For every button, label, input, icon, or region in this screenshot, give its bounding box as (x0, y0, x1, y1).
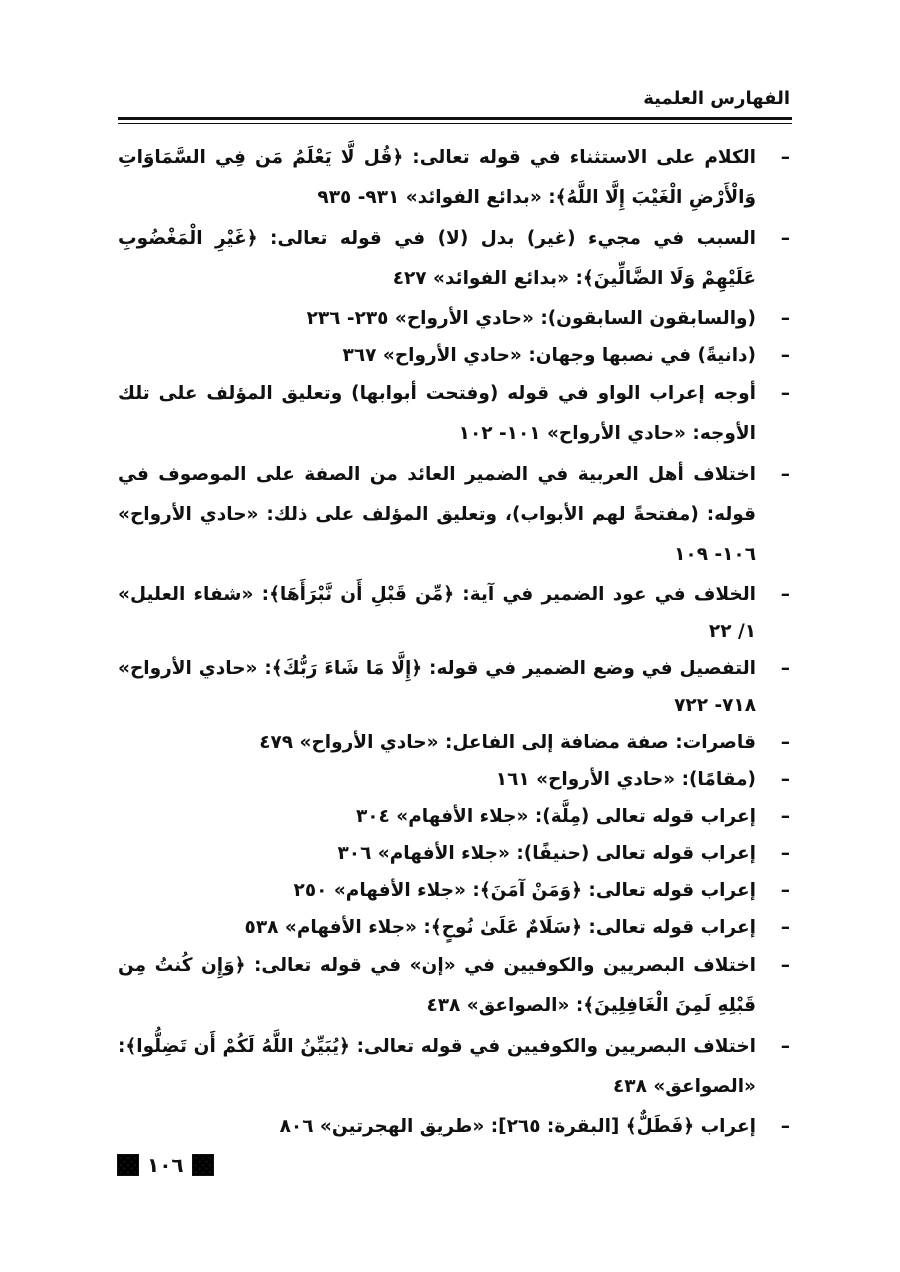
index-entry (118, 761, 790, 798)
index-entry (118, 374, 790, 454)
bullet-dash: – (780, 917, 790, 938)
entry-text: أوجه إعراب الواو في قوله (وفتحت أبوابها) وتعليق المؤلف على تلك الأوجه: «حادي الأرواح» ١٠١- ١٠٢ (118, 383, 756, 444)
entry-text: الخلاف في عود الضمير في آية: ﴿مِّن قَبْلِ أَن نَّبْرَأَهَا﴾: «شفاء العليل» ١/ ٢٢ (118, 584, 756, 642)
bullet-dash: – (780, 584, 790, 605)
index-entry (118, 1027, 790, 1107)
entry-text: اختلاف أهل العربية في الضمير العائد من الصفة على الموصوف في قوله: (مفتحةً لهم الأبواب)، وتعليق المؤلف على ذلك: «حادي الأرواح» ١٠٦- ١٠٩ (118, 464, 756, 565)
entry-text: إعراب قوله تعالى (حنيفًا): «جلاء الأفهام» ٣٠٦ (337, 843, 756, 864)
index-entry (118, 650, 790, 724)
entry-text: اختلاف البصريين والكوفيين في «إن» في قوله تعالى: ﴿وَإِن كُنتُ مِن قَبْلِهِ لَمِنَ الْغَافِلِينَ﴾: «الصواعق» ٤٣٨ (118, 955, 756, 1016)
index-entry (118, 138, 790, 218)
bullet-dash: – (780, 732, 790, 753)
bullet-dash: – (780, 308, 790, 329)
ornament-left-icon (117, 1154, 139, 1176)
bullet-dash: – (780, 843, 790, 864)
bullet-dash: – (780, 345, 790, 366)
bullet-dash: – (780, 1116, 790, 1137)
entry-text: (مقامًا): «حادي الأرواح» ١٦١ (495, 769, 756, 790)
entry-text: إعراب قوله تعالى: ﴿وَمَنْ آمَنَ﴾: «جلاء الأفهام» ٢٥٠ (293, 880, 756, 901)
index-entry (118, 455, 790, 575)
index-entry (118, 909, 790, 946)
index-entry (118, 1108, 790, 1145)
bullet-dash: – (780, 806, 790, 827)
index-entry (118, 872, 790, 909)
page-footer (117, 1153, 214, 1177)
entry-text: (والسابقون السابقون): «حادي الأرواح» ٢٣٥- ٢٣٦ (306, 308, 756, 329)
entry-text: (دانيةً) في نصبها وجهان: «حادي الأرواح» ٣٦٧ (342, 345, 756, 366)
entry-text: قاصرات: صفة مضافة إلى الفاعل: «حادي الأرواح» ٤٧٩ (259, 732, 756, 753)
index-entry (118, 576, 790, 650)
index-entry (118, 835, 790, 872)
entry-text: السبب في مجيء (غير) بدل (لا) في قوله تعالى: ﴿غَيْرِ الْمَغْضُوبِ عَلَيْهِمْ وَلَا الضَّالِّينَ﴾: «بدائع الفوائد» ٤٢٧ (118, 228, 756, 289)
bullet-dash: – (780, 880, 790, 901)
page-number: ١٠٦ (147, 1153, 184, 1177)
bullet-dash: – (780, 955, 790, 976)
ornament-right-icon (192, 1154, 214, 1176)
bullet-dash: – (780, 1036, 790, 1057)
entry-text: إعراب قوله تعالى (مِلَّة): «جلاء الأفهام» ٣٠٤ (355, 806, 756, 827)
bullet-dash: – (780, 383, 790, 404)
index-entry (118, 300, 790, 337)
entry-text: الكلام على الاستثناء في قوله تعالى: ﴿قُل لَّا يَعْلَمُ مَن فِي السَّمَاوَاتِ وَالْأَرْضِ الْغَيْبَ إِلَّا اللَّهُ﴾: «بدائع الفوائد» ٩٣١- ٩٣٥ (118, 147, 756, 208)
bullet-dash: – (780, 658, 790, 679)
index-entry (118, 337, 790, 374)
index-entry (118, 724, 790, 761)
index-entry (118, 798, 790, 835)
entry-text: اختلاف البصريين والكوفيين في قوله تعالى: ﴿يُبَيِّنُ اللَّهُ لَكُمْ أَن تَضِلُّوا﴾: «الصواعق» ٤٣٨ (118, 1036, 756, 1097)
header-rule-thick (118, 117, 792, 120)
bullet-dash: – (780, 147, 790, 168)
index-entries (118, 138, 790, 1145)
index-entry (118, 946, 790, 1026)
index-entry (118, 219, 790, 299)
bullet-dash: – (780, 228, 790, 249)
running-header: الفهارس العلمية (643, 88, 790, 109)
entry-text: التفصيل في وضع الضمير في قوله: ﴿إِلَّا مَا شَاءَ رَبُّكَ﴾: «حادي الأرواح» ٧١٨- ٧٢٢ (118, 658, 756, 716)
entry-text: إعراب قوله تعالى: ﴿سَلَامٌ عَلَىٰ نُوحٍ﴾: «جلاء الأفهام» ٥٣٨ (244, 917, 756, 938)
entry-text: إعراب ﴿فَطَلٌّ﴾ [البقرة: ٢٦٥]: «طريق الهجرتين» ٨٠٦ (279, 1116, 756, 1137)
bullet-dash: – (780, 769, 790, 790)
bullet-dash: – (780, 464, 790, 485)
header-rule-thin (118, 123, 792, 124)
